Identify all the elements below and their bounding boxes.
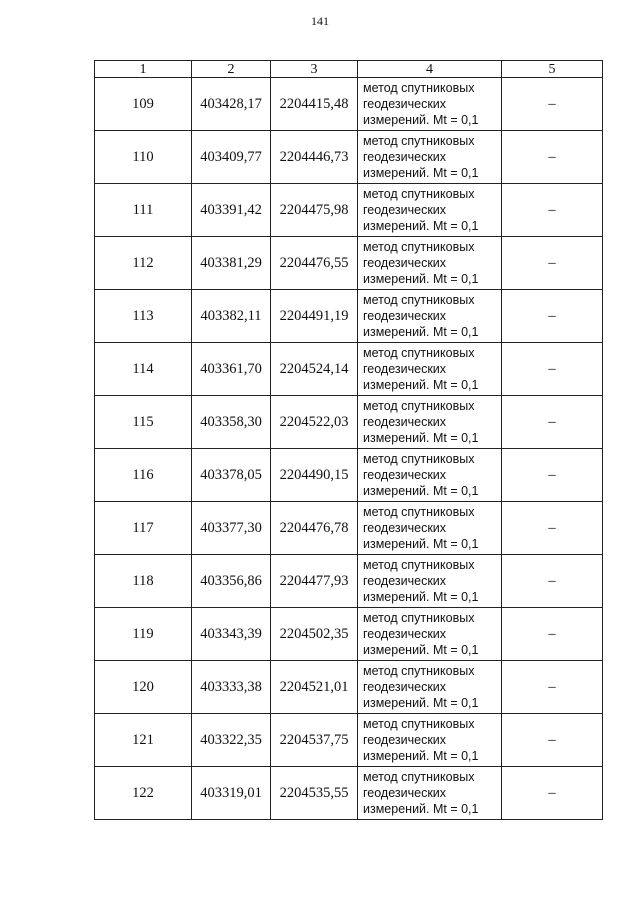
x-coordinate-cell: 403361,70 <box>192 343 271 396</box>
method-cell: метод спутниковых геодезических измерений. Mt = 0,1 <box>358 237 502 290</box>
point-cell: 119 <box>95 608 192 661</box>
point-cell: 122 <box>95 767 192 820</box>
column-header: 5 <box>502 61 603 78</box>
note-cell: – <box>502 661 603 714</box>
table-row <box>95 767 603 820</box>
y-coordinate-cell: 2204476,55 <box>271 237 358 290</box>
method-cell: метод спутниковых геодезических измерений. Mt = 0,1 <box>358 343 502 396</box>
method-cell: метод спутниковых геодезических измерений. Mt = 0,1 <box>358 184 502 237</box>
note-cell: – <box>502 131 603 184</box>
x-coordinate-cell: 403428,17 <box>192 78 271 131</box>
table-row <box>95 502 603 555</box>
note-cell: – <box>502 555 603 608</box>
x-coordinate-cell: 403381,29 <box>192 237 271 290</box>
x-coordinate-cell: 403382,11 <box>192 290 271 343</box>
coordinates-table <box>94 60 603 820</box>
page-number: 141 <box>311 14 329 28</box>
y-coordinate-cell: 2204537,75 <box>271 714 358 767</box>
method-cell: метод спутниковых геодезических измерений. Mt = 0,1 <box>358 449 502 502</box>
point-cell: 121 <box>95 714 192 767</box>
point-cell: 113 <box>95 290 192 343</box>
y-coordinate-cell: 2204490,15 <box>271 449 358 502</box>
x-coordinate-cell: 403356,86 <box>192 555 271 608</box>
table-row <box>95 608 603 661</box>
point-cell: 115 <box>95 396 192 449</box>
y-coordinate-cell: 2204477,93 <box>271 555 358 608</box>
table-row <box>95 714 603 767</box>
x-coordinate-cell: 403319,01 <box>192 767 271 820</box>
point-cell: 112 <box>95 237 192 290</box>
note-cell: – <box>502 714 603 767</box>
table-row <box>95 661 603 714</box>
note-cell: – <box>502 184 603 237</box>
method-cell: метод спутниковых геодезических измерений. Mt = 0,1 <box>358 502 502 555</box>
x-coordinate-cell: 403378,05 <box>192 449 271 502</box>
point-cell: 110 <box>95 131 192 184</box>
note-cell: – <box>502 290 603 343</box>
x-coordinate-cell: 403377,30 <box>192 502 271 555</box>
y-coordinate-cell: 2204524,14 <box>271 343 358 396</box>
method-cell: метод спутниковых геодезических измерений. Mt = 0,1 <box>358 714 502 767</box>
y-coordinate-cell: 2204476,78 <box>271 502 358 555</box>
method-cell: метод спутниковых геодезических измерений. Mt = 0,1 <box>358 290 502 343</box>
point-cell: 118 <box>95 555 192 608</box>
table-row <box>95 131 603 184</box>
table-row <box>95 396 603 449</box>
table-row <box>95 184 603 237</box>
x-coordinate-cell: 403333,38 <box>192 661 271 714</box>
table-row <box>95 343 603 396</box>
x-coordinate-cell: 403358,30 <box>192 396 271 449</box>
y-coordinate-cell: 2204415,48 <box>271 78 358 131</box>
table-row <box>95 237 603 290</box>
method-cell: метод спутниковых геодезических измерений. Mt = 0,1 <box>358 131 502 184</box>
table-row <box>95 555 603 608</box>
method-cell: метод спутниковых геодезических измерений. Mt = 0,1 <box>358 608 502 661</box>
table-body <box>95 78 603 820</box>
note-cell: – <box>502 502 603 555</box>
x-coordinate-cell: 403322,35 <box>192 714 271 767</box>
note-cell: – <box>502 449 603 502</box>
note-cell: – <box>502 396 603 449</box>
y-coordinate-cell: 2204446,73 <box>271 131 358 184</box>
y-coordinate-cell: 2204491,19 <box>271 290 358 343</box>
y-coordinate-cell: 2204521,01 <box>271 661 358 714</box>
method-cell: метод спутниковых геодезических измерений. Mt = 0,1 <box>358 767 502 820</box>
table-header-row <box>95 61 603 78</box>
y-coordinate-cell: 2204522,03 <box>271 396 358 449</box>
column-header: 2 <box>192 61 271 78</box>
note-cell: – <box>502 608 603 661</box>
y-coordinate-cell: 2204535,55 <box>271 767 358 820</box>
method-cell: метод спутниковых геодезических измерений. Mt = 0,1 <box>358 661 502 714</box>
column-header: 4 <box>358 61 502 78</box>
table-row <box>95 290 603 343</box>
point-cell: 120 <box>95 661 192 714</box>
point-cell: 117 <box>95 502 192 555</box>
x-coordinate-cell: 403391,42 <box>192 184 271 237</box>
note-cell: – <box>502 767 603 820</box>
method-cell: метод спутниковых геодезических измерений. Mt = 0,1 <box>358 78 502 131</box>
table-row <box>95 449 603 502</box>
method-cell: метод спутниковых геодезических измерений. Mt = 0,1 <box>358 555 502 608</box>
x-coordinate-cell: 403409,77 <box>192 131 271 184</box>
method-cell: метод спутниковых геодезических измерений. Mt = 0,1 <box>358 396 502 449</box>
column-header: 1 <box>95 61 192 78</box>
note-cell: – <box>502 343 603 396</box>
y-coordinate-cell: 2204475,98 <box>271 184 358 237</box>
point-cell: 111 <box>95 184 192 237</box>
point-cell: 114 <box>95 343 192 396</box>
x-coordinate-cell: 403343,39 <box>192 608 271 661</box>
note-cell: – <box>502 78 603 131</box>
point-cell: 116 <box>95 449 192 502</box>
point-cell: 109 <box>95 78 192 131</box>
y-coordinate-cell: 2204502,35 <box>271 608 358 661</box>
table-row <box>95 78 603 131</box>
column-header: 3 <box>271 61 358 78</box>
note-cell: – <box>502 237 603 290</box>
